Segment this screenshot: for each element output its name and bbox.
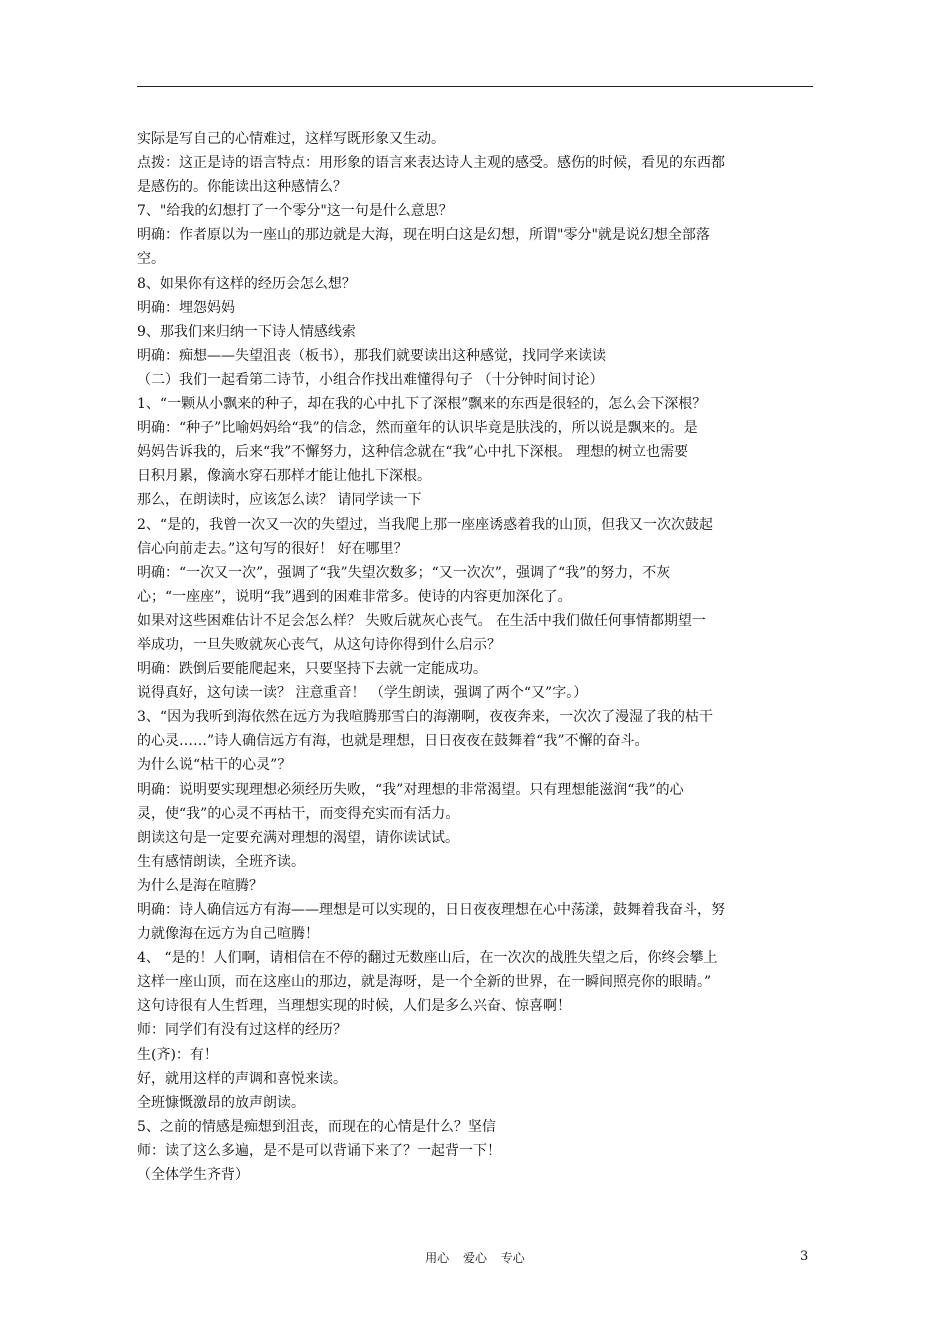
text-line: 生有感情朗读，全班齐读。 [137,853,305,870]
text-line: 师：读了这么多遍，是不是可以背诵下来了？一起背一下！ [137,1142,501,1159]
text-line: 明确：跌倒后要能爬起来，只要坚持下去就一定能成功。 [137,661,487,678]
header-rule [137,86,813,87]
footer-motto: 用心 爱心 专心 [425,1251,525,1265]
text-line: 师：同学们有没有过这样的经历？ [137,1022,347,1039]
text-line: 朗读这句是一定要充满对理想的渴望，请你读试试。 [137,829,459,846]
page-number: 3 [800,1249,809,1264]
text-line: 如果对这些困难估计不足会怎么样？ 失败后就灰心丧气。 在生活中我们做任何事情都期望一 [137,612,706,629]
text-line: （二）我们一起看第二诗节，小组合作找出难懂得句子 （十分钟时间讨论） [137,371,604,388]
text-line: 9、那我们来归纳一下诗人情感线索 [137,323,356,340]
text-line: 好，就用这样的声调和喜悦来读。 [137,1070,347,1087]
text-line: 明确：诗人确信远方有海——理想是可以实现的，日日夜夜理想在心中荡漾，鼓舞着我奋斗，努 [137,902,725,918]
text-line: 的心灵……”诗人确信远方有海，也就是理想，日日夜夜在鼓舞着“我”不懈的奋斗。 [137,733,649,750]
text-line: 1、“一颗从小飘来的种子，却在我的心中扎下了深根”飘来的东西是很轻的，怎么会下深根？ [137,396,707,413]
text-line: 空。 [137,251,165,268]
text-line: 生(齐)：有！ [137,1046,218,1063]
text-line: 5、之前的情感是痴想到沮丧，而现在的心情是什么？坚信 [137,1118,496,1135]
text-line: 3、“因为我听到海依然在远方为我喧腾那雪白的海潮啊，夜夜奔来，一次次了漫湿了我的枯干 [137,709,714,726]
text-line: 2、“是的，我曾一次又一次的失望过，当我爬上那一座座诱惑着我的山顶，但我又一次次鼓起 [137,516,714,533]
text-line: 明确：痴想——失望沮丧（板书），那我们就要读出这种感觉，找同学来读读 [137,347,606,364]
text-line: 力就像海在远方为自己喧腾！ [137,926,319,943]
text-line: 8、如果你有这样的经历会怎么想？ [137,275,356,292]
text-line: 说得真好，这句读一读？ 注意重音！ （学生朗读，强调了两个“又”字。） [137,685,588,702]
text-line: 这句诗很有人生哲理，当理想实现的时候，人们是多么兴奋、惊喜啊！ [137,998,571,1015]
text-line: （全体学生齐背） [137,1167,249,1184]
text-line: 举成功，一旦失败就灰心丧气，从这句诗你得到什么启示？ [137,636,501,653]
text-line: 明确：说明要实现理想必须经历失败，“我”对理想的非常渴望。只有理想能滋润“我”的心 [137,781,684,798]
text-line: 点拨：这正是诗的语言特点：用形象的语言来表达诗人主观的感受。感伤的时候，看见的东西都 [137,155,725,172]
text-line: 信心向前走去。”这句写的很好！ 好在哪里？ [137,540,408,557]
text-line: 是感伤的。你能读出这种感情么？ [137,179,347,196]
text-line: 明确：埋怨妈妈 [137,299,235,316]
text-line: 灵，使“我”的心灵不再枯干，而变得充实而有活力。 [137,805,460,822]
text-line: 实际是写自己的心情难过，这样写既形象又生动。 [137,131,445,147]
text-line: 妈妈告诉我的，后来“我”不懈努力，这种信念就在“我”心中扎下深根。 理想的树立也需要 [137,444,689,461]
text-line: 这样一座山顶，而在这座山的那边，就是海呀，是一个全新的世界，在一瞬间照亮你的眼睛。” [137,974,712,991]
document-body [137,127,813,1187]
text-line: 为什么说“枯干的心灵”？ [137,757,292,774]
text-line: 为什么是海在喧腾？ [137,877,263,894]
text-line: 明确：“一次又一次”，强调了“我”失望次数多；“又一次次”，强调了“我”的努力，不灰 [137,564,671,581]
text-line: 那么，在朗读时，应该怎么读？ 请同学读一下 [137,492,422,509]
text-line: 日积月累，像滴水穿石那样才能让他扎下深根。 [137,468,431,485]
text-line: 4、 “是的！人们啊，请相信在不停的翻过无数座山后，在一次次的战胜失望之后，你终会攀上 [137,950,718,967]
text-line: 7、"给我的幻想打了一个零分"这一句是什么意思？ [137,203,453,220]
text-line: 全班慷慨激昂的放声朗读。 [137,1094,305,1111]
text-line: 明确：作者原以为一座山的那边就是大海，现在明白这是幻想，所谓"零分"就是说幻想全部落 [137,227,710,244]
text-line: 心；“一座座”，说明“我”遇到的困难非常多。使诗的内容更加深化了。 [137,588,572,605]
text-line: 明确：“种子”比喻妈妈给“我”的信念，然而童年的认识毕竟是肤浅的，所以说是飘来的。是 [137,420,698,437]
